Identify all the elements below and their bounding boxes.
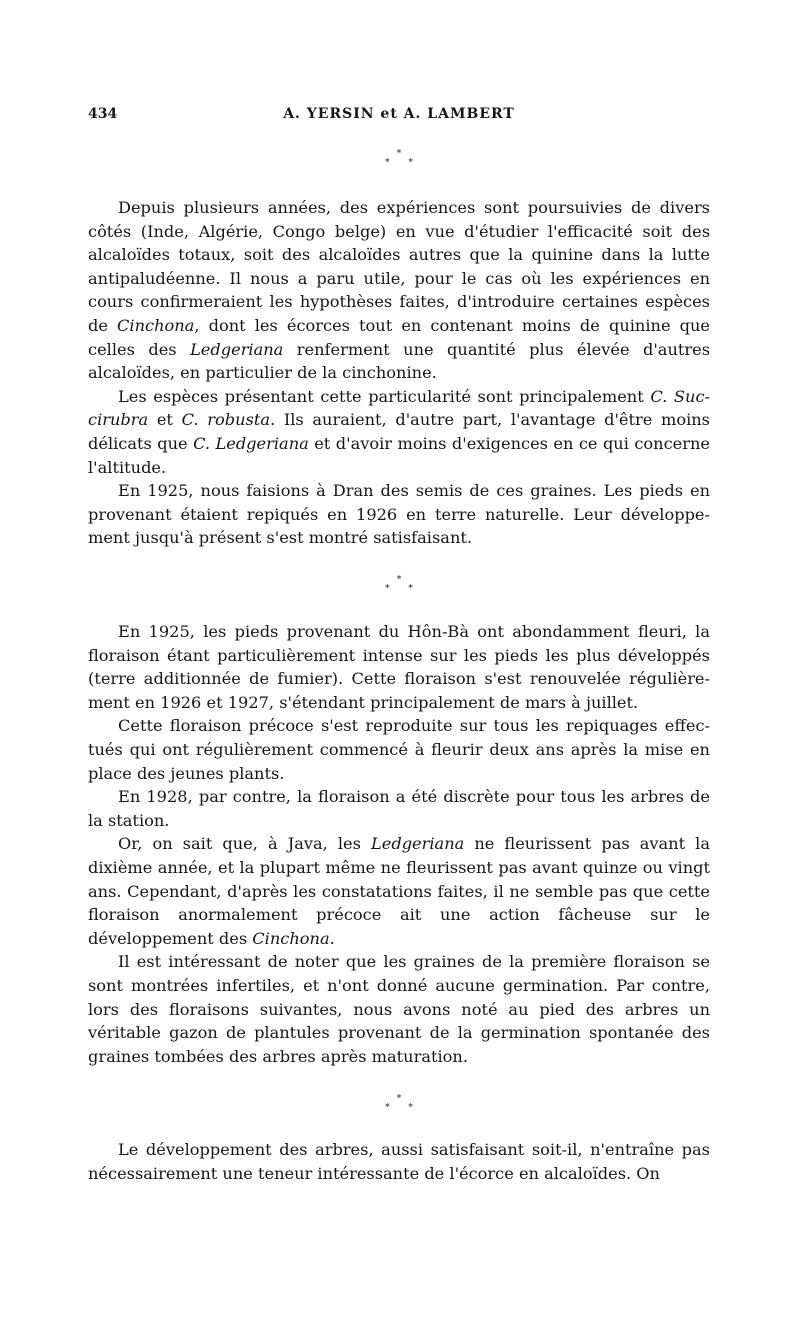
asterism-separator [88,576,710,594]
asterism-separator [88,1095,710,1113]
asterism-bottom-stars: * * [385,584,421,594]
asterism-top-star: * [396,575,402,585]
paragraph: En 1925, les pieds provenant du Hôn-Bà ont abondamment fleuri, la floraison étant particulièrement intense sur les pieds les plus développés (terre additionnée de fumier). Cette floraison s'est renouvelée régulièrement en 1926 et 1927, s'étendant principalement de mars à juillet. [88,622,710,712]
running-head: A. YERSIN et A. LAMBERT [283,106,515,122]
paragraph: Le développement des arbres, aussi satisfaisant soit-il, n'entraîne pas nécessairement une teneur intéressante de l'écorce en alcaloïdes. On [88,1140,710,1183]
asterism-top-star: * [396,149,402,159]
section-3 [88,1138,710,1185]
paragraph: En 1928, par contre, la floraison a été discrète pour tous les arbres de la station. [88,787,710,830]
paragraph: Depuis plusieurs années, des expériences sont poursuivies de divers côtés (Inde, Algérie, Congo belge) en vue d'étudier l'efficacité soit des alcaloïdes totaux, soit des alcaloïdes autres que la quinine dans la lutte antipaludéenne. Il nous a paru utile, pour le cas où les expériences en cours confirmeraient les hypothèses faites, d'introduire certaines espèces de Cinchona, dont les écorces tout en contenant moins de quinine que celles des Ledgeriana renferment une quantité plus élevée d'autres alcaloïdes, en particulier de la cinchonine. [88,198,710,383]
asterism-separator [88,150,710,168]
asterism-bottom-stars: * * [385,1103,421,1113]
paragraph: Les espèces présentant cette particularité sont principalement C. Succirubra et C. robusta. Ils auraient, d'autre part, l'avantage d'être moins délicats que C. Ledgeriana et d'avoir moins d'exigences en ce qui concerne l'altitude. [88,386,710,477]
asterism-bottom-stars: * * [385,158,421,168]
paragraph: Or, on sait que, à Java, les Ledgeriana ne fleurissent pas avant la dixième année, et la plupart même ne fleurissent pas avant quinze ou vingt ans. Cependant, d'après les constatations faites, il ne semble pas que cette floraison anormalement précoce ait une action fâcheuse sur le développement des Cinchona. [88,834,711,948]
page-number: 434 [88,106,118,122]
paragraph: Cette floraison précoce s'est reproduite sur tous les repiquages effectués qui ont régulièrement commencé à fleurir deux ans après la mise en place des jeunes plants. [88,716,710,783]
page-header [88,106,710,126]
asterism-top-star: * [396,1094,402,1104]
section-2 [88,620,710,1068]
section-1 [88,196,710,550]
paragraph: En 1925, nous faisions à Dran des semis de ces graines. Les pieds en provenant étaient repiqués en 1926 en terre naturelle. Leur développement jusqu'à présent s'est montré satisfaisant. [88,481,710,548]
paragraph: Il est intéressant de noter que les graines de la première floraison se sont montrées infertiles, et n'ont donné aucune germination. Par contre, lors des floraisons suivantes, nous avons noté au pied des arbres un véritable gazon de plantules provenant de la germination spontanée des graines tombées des arbres après maturation. [88,952,710,1066]
